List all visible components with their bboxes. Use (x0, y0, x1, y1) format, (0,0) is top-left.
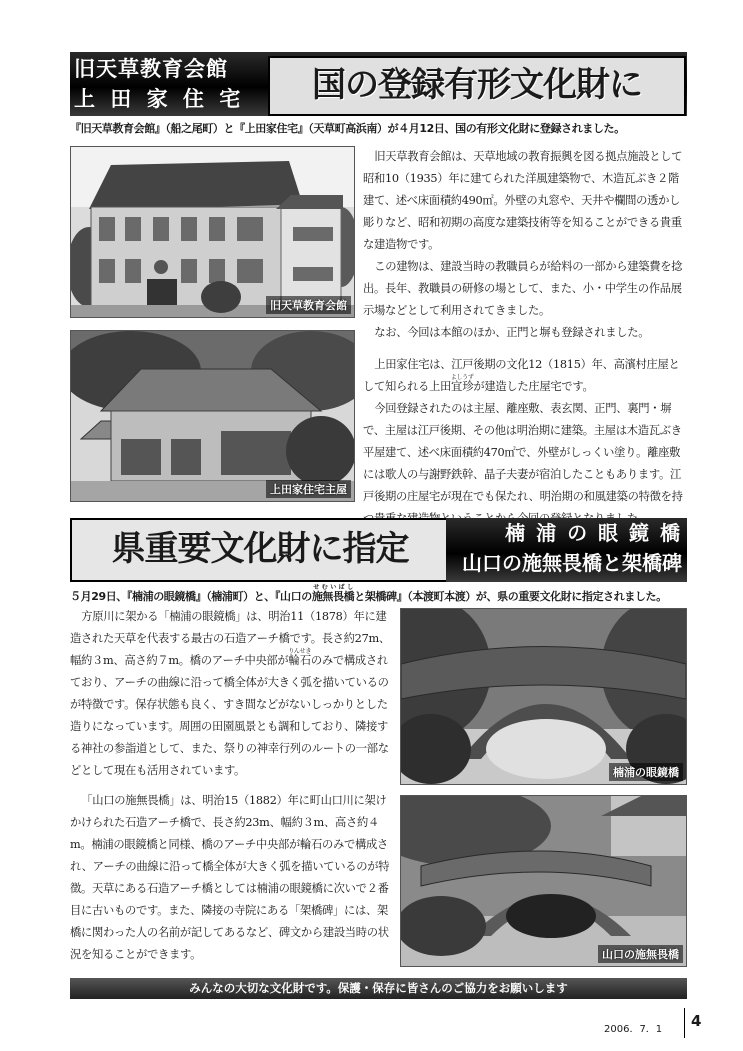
para4-text-post: が建造した庄屋宅です。 (473, 380, 594, 393)
ruby-base: 施無畏橋 (311, 590, 355, 603)
ueda-house-caption: 上田家住宅主屋 (266, 480, 351, 498)
kusuura-bridge-illustration (401, 609, 686, 784)
section2-lead (70, 584, 690, 605)
ueda-house-illustration (71, 331, 354, 501)
semui-bridge-caption: 山口の施無畏橋 (598, 945, 683, 963)
section1-subtitle-line2: 上 田 家 住 宅 (74, 86, 245, 111)
section1-para3: なお、今回は本館のほか、正門と塀も登録されました。 (374, 326, 650, 339)
ruby-base: 宜珍 (450, 380, 474, 393)
section2-subtitle-line2: 山口の施無畏橋と架橋碑 (462, 551, 682, 575)
ueda-name-ruby (450, 374, 474, 393)
education-hall-photo (70, 146, 355, 318)
ruby-reading: よしうず (450, 374, 474, 381)
para1-text-pre: 方原川に架かる「楠浦の眼鏡橋」は、明治11（1878）年に建造された天草を代表する最古の石造アーチ橋です。長さ約27m、幅約３m、高さ約７m。橋のアーチ中央部が (70, 610, 390, 667)
education-hall-illustration (71, 147, 354, 317)
footer-banner: みんなの大切な文化財です。保護・保存に皆さんのご協力をお願いします (70, 978, 687, 999)
section2-para2: 「山口の施無畏橋」は、明治15（1882）年に町山口川に架けかけられた石造アーチ橋で、長さ約23m、幅約３m、高さ約４m。楠浦の眼鏡橋と同様、橋のアーチ中央部が輪石のみで構成され、アーチの曲線に沿って橋全体が大きく弧を描いているのが特徴。天草にある石造アーチ橋としては楠浦の眼鏡橋に次いで２番目に古いものです。また、隣接の寺院にある「架橋碑」には、架橋に関わった人の名前が記してあるなど、碑文から建設当時の状況を知ることができます。 (70, 794, 390, 961)
semuibashi-ruby (311, 584, 355, 603)
section1-lead: 『旧天草教育会館』（船之尾町）と『上田家住宅』（天草町高浜南）が４月12日、国の有形文化財に登録されました。 (70, 122, 625, 135)
kusuura-bridge-photo (400, 608, 687, 785)
ruby-reading: りんせき (288, 648, 312, 655)
kusuura-bridge-caption: 楠浦の眼鏡橋 (609, 763, 683, 781)
page-number-divider (684, 1008, 685, 1038)
section1-subtitle-line1: 旧天草教育会館 (74, 56, 228, 81)
section1-para5: 今回登録されたのは主屋、離座敷、表玄関、正門、裏門・塀で、主屋は江戸後期、その他は明治期に建築。主屋は木造瓦ぶき平屋建て、述べ床面積約470㎡で、外壁がしっくい塗り。離座敷には歌人の与謝野鉄幹、晶子夫妻が宿泊したこともあります。江戸後期の庄屋宅が現在でも保たれ、明治期の和風建築の特徴を持 (363, 402, 683, 503)
section2-subtitle-line1: 楠 浦 の 眼 鏡 橋 (505, 521, 682, 545)
education-hall-caption: 旧天草教育会館 (266, 296, 351, 314)
ueda-house-photo (70, 330, 355, 502)
section1-para2: この建物は、建設当時の教職員らが給料の一部から建築費を捻出。長年、教職員の研修の場として、また、小・中学生の作品展示場などとして利用されてきました。 (363, 260, 683, 317)
para1-text-post: のみで構成されており、アーチの曲線に沿って橋全体が大きく弧を描いているのが特徴です。保存状態も良く、すき間などがないしっかりとした造りになっています。周囲の田園風景とも調和しており、隣接する神社の参詣道として、また、祭りの神幸行列のルートの一部などとして現在も活用されています。 (70, 654, 389, 777)
section2-headline: 県重要文化財に指定 (70, 518, 450, 582)
para4-text-pre: 上田家住宅は、江戸後期の文化12（1815）年、高濱村庄屋として知られる上田 (363, 358, 680, 393)
semui-bridge-photo (400, 795, 687, 967)
semui-bridge-illustration (401, 796, 686, 966)
lead-text-pre: ５月29日、『楠浦の眼鏡橋』（楠浦町）と、『山口の (70, 590, 312, 603)
ruby-reading: せむいばし (311, 584, 355, 591)
section1-para4 (363, 354, 686, 398)
section1-para1: 旧天草教育会館は、天草地域の教育振興を図る拠点施設として昭和10（1935）年に建てられた洋風建築物で、木造瓦ぶき２階建て、述べ床面積約490㎡。外壁の丸窓や、天井や欄間の透かし彫りなど、昭和初期の高度な建築技術等を知ることができる貴重な建造物です。 (363, 150, 683, 251)
lead-text-post: と架橋碑』（本渡町本渡）が、県の重要文化財に指定されました。 (354, 590, 667, 603)
issue-date: 2006．7．1 (604, 1024, 663, 1035)
rinseki-ruby (288, 648, 312, 667)
section2-article-text (70, 606, 390, 966)
section1-headline: 国の登録有形文化財に (268, 56, 686, 116)
section2-para1 (70, 606, 390, 782)
ruby-base: 輪石 (288, 654, 312, 667)
section1-article-text (363, 146, 686, 530)
page-number: 4 (691, 1012, 702, 1030)
